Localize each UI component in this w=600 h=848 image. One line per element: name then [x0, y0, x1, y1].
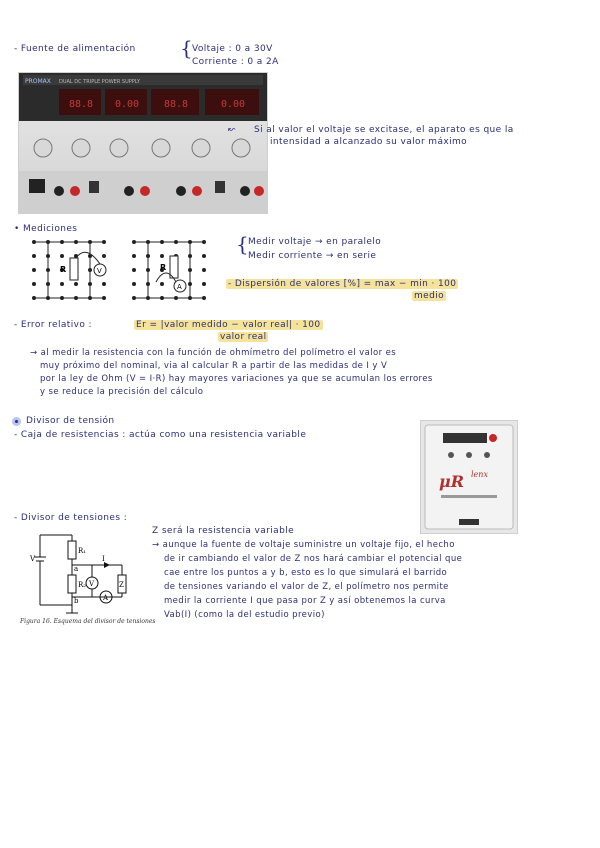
- circuit-a: a: [74, 565, 79, 573]
- section4-p1: → aunque la fuente de voltaje suministre un voltaje fijo, el hecho: [152, 540, 455, 550]
- psu-model: DUAL DC TRIPLE POWER SUPPLY: [59, 79, 140, 85]
- display-3: 88.8: [164, 99, 189, 110]
- psu-note-1: Si al valor el voltaje se excitase, el aparato es que la: [254, 125, 514, 135]
- breadboard-diagram-right: [126, 234, 218, 312]
- section4-p2: de ir cambiando el valor de Z nos hará cambiar el potencial que: [164, 554, 463, 564]
- section4-z-line: Z será la resistencia variable: [152, 526, 295, 536]
- section1-title: - Fuente de alimentación: [14, 44, 136, 54]
- circuit-z: Z: [119, 581, 124, 589]
- brace-icon: {: [180, 36, 193, 60]
- error-label: - Error relativo :: [14, 320, 92, 330]
- section3-title: Divisor de tensión: [26, 416, 115, 426]
- display-1: 88.8: [69, 99, 94, 110]
- para-line-4: y se reduce la precisión del cálculo: [40, 387, 204, 397]
- voltage-divider-circuit: [26, 525, 140, 625]
- section4-p6: Vab(I) (como la del estudio previo): [164, 610, 325, 620]
- circuit-vm: V: [89, 580, 95, 588]
- bb-left-r: R: [60, 265, 67, 274]
- bb-left-v: V: [97, 267, 102, 275]
- circuit-r2: R₂: [78, 581, 87, 589]
- voltage-range: Voltaje : 0 a 30V: [192, 44, 273, 54]
- section4-p5: medir la corriente I que pasa por Z y así obtenemos la curva: [164, 596, 446, 606]
- display-4: 0.00: [221, 99, 246, 110]
- measure-voltage: Medir voltaje → en paralelo: [248, 237, 382, 247]
- bb-right-a: A: [177, 283, 182, 291]
- power-supply-photo: [18, 72, 268, 214]
- circuit-v: V: [30, 555, 36, 563]
- power-supply-drawing: [19, 73, 267, 213]
- circuit-r1: R₁: [78, 547, 87, 555]
- section3-bullet-icon: [12, 417, 21, 426]
- error-denominator: valor real: [220, 332, 267, 342]
- breadboard-diagram-left: [26, 234, 118, 312]
- section3-subtitle: - Caja de resistencias : actúa como una resistencia variable: [14, 430, 307, 440]
- current-range: Corriente : 0 a 2A: [192, 57, 279, 67]
- dispersion-denominator: medio: [414, 291, 445, 301]
- resistance-box-photo: [420, 420, 518, 534]
- section2-title: • Mediciones: [14, 224, 78, 234]
- measure-current: Medir corriente → en serie: [248, 251, 377, 261]
- section4-title: - Divisor de tensiones :: [14, 513, 128, 523]
- circuit-am: A: [103, 594, 109, 602]
- circuit-caption: Figura 16. Esquema del divisor de tensiones: [20, 618, 156, 625]
- section4-p3: cae entre los puntos a y b, esto es lo que simulará el barrido: [164, 568, 448, 578]
- psu-brand: PROMAX: [25, 78, 51, 85]
- bb-right-r: R: [160, 263, 167, 272]
- para-line-3: por la ley de Ohm (V = I·R) hay mayores variaciones ya que se acumulan los errores: [40, 374, 433, 384]
- arrow-icon: ↜: [228, 125, 236, 135]
- circuit-b: b: [74, 597, 79, 605]
- para-line-1: → al medir la resistencia con la función de ohmímetro del polímetro el valor es: [30, 348, 397, 358]
- dispersion-formula: - Dispersión de valores [%] = max − min · 100: [228, 279, 457, 289]
- section4-p4: de tensiones variando el valor de Z, el polímetro nos permite: [164, 582, 449, 592]
- box-sub: lenx: [471, 470, 488, 479]
- brace-icon: {: [236, 232, 249, 256]
- error-formula: Er = |valor medido − valor real| · 100: [136, 320, 321, 330]
- box-brand: μR: [439, 472, 465, 491]
- display-2: 0.00: [115, 99, 140, 110]
- psu-note-2: intensidad a alcanzado su valor máximo: [270, 137, 468, 147]
- para-line-2: muy próximo del nominal, via al calcular R a partir de las medidas de I y V: [40, 361, 388, 371]
- circuit-i: I: [102, 555, 105, 563]
